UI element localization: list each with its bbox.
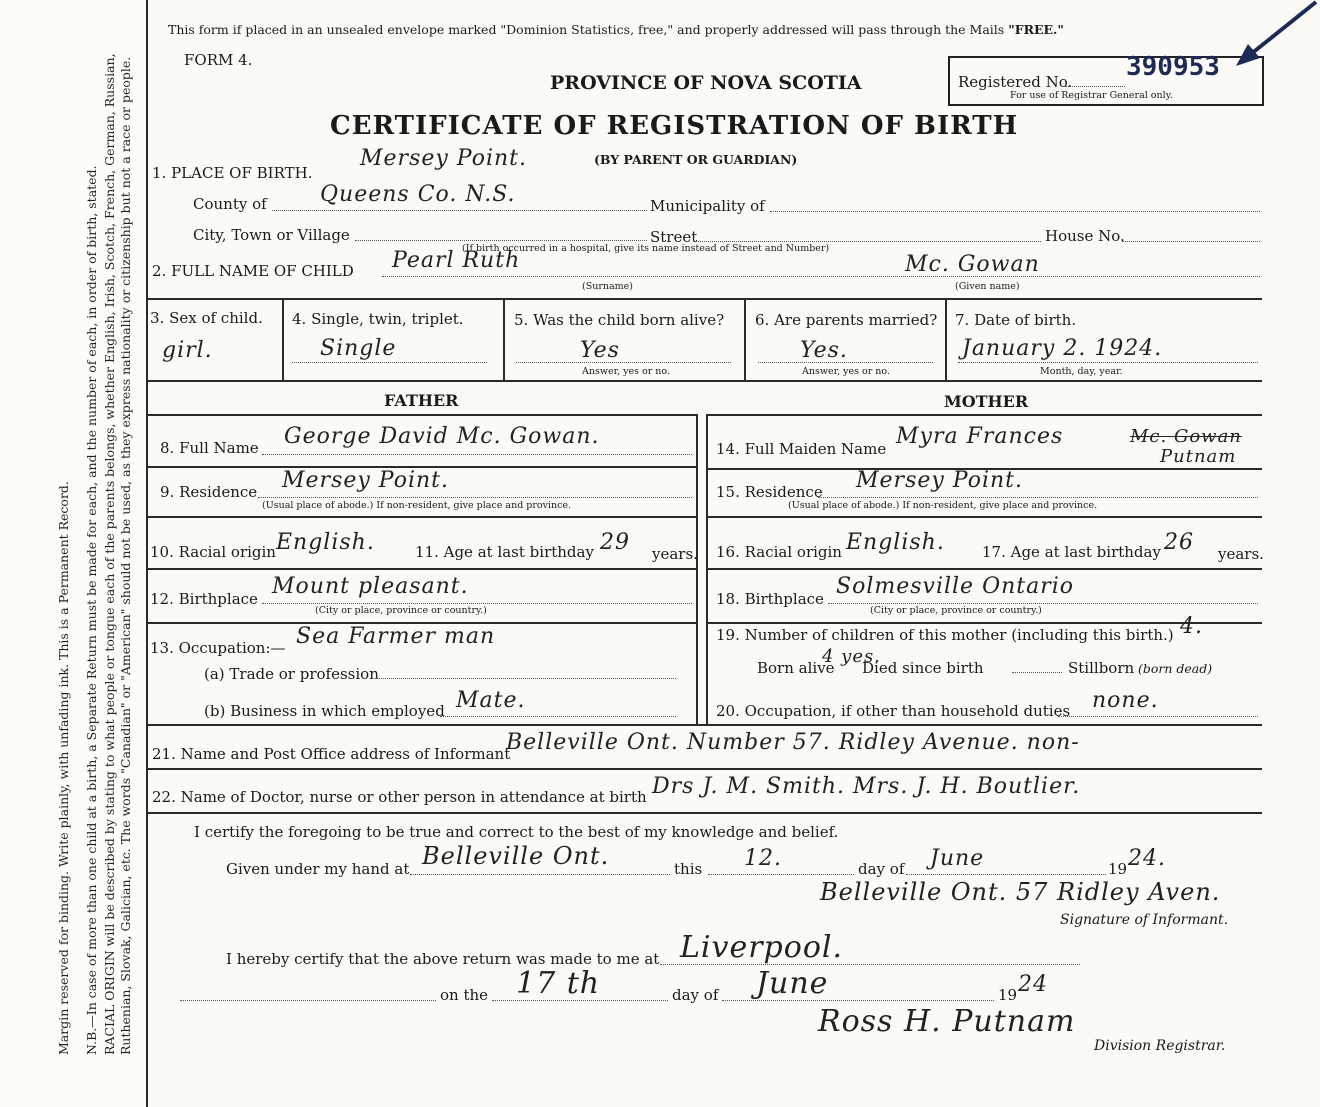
county-value: Queens Co. N.S. xyxy=(320,182,516,207)
registered-label: Registered No. xyxy=(958,73,1073,91)
business-label: (b) Business in which employed xyxy=(204,702,445,720)
municipality-dots xyxy=(770,211,1260,212)
binding-margin xyxy=(0,0,148,1107)
mother-rule-4 xyxy=(706,622,1262,624)
municipality-label: Municipality of xyxy=(650,197,765,215)
twin-dots xyxy=(292,362,487,363)
date-of-birth-value: January 2. 1924. xyxy=(962,336,1163,361)
date-caption: Month, day, year. xyxy=(1040,366,1123,377)
twin-label: 4. Single, twin, triplet. xyxy=(292,310,464,328)
given-name-caption: (Given name) xyxy=(955,281,1020,292)
house-number-label: House No. xyxy=(1045,227,1125,245)
registrar-day-of-label: day of xyxy=(672,986,719,1004)
registrar-year-prefix: 19 xyxy=(998,986,1018,1004)
doctor-rule xyxy=(146,812,1262,814)
given-place-dots xyxy=(410,874,670,875)
mother-age-label: 17. Age at last birthday xyxy=(982,543,1161,561)
mother-heading: MOTHER xyxy=(944,392,1029,411)
this-label: this xyxy=(674,860,703,878)
parents-married-answer: Yes. xyxy=(800,338,848,363)
mother-age-value: 26 xyxy=(1164,530,1194,555)
informant-label: 21. Name and Post Office address of Informant xyxy=(152,745,511,763)
father-residence-label: 9. Residence xyxy=(160,483,258,501)
sex-label: 3. Sex of child. xyxy=(150,309,263,327)
doctor-value: Drs J. M. Smith. Mrs. J. H. Boutlier. xyxy=(652,774,1081,799)
certify-day-value: 12. xyxy=(744,846,782,871)
row3-bottom-rule xyxy=(146,380,1262,382)
row3-top-rule xyxy=(146,298,1262,300)
twin-value: Single xyxy=(320,336,397,361)
city-dots xyxy=(355,240,647,241)
married-caption: Answer, yes or no. xyxy=(802,366,891,377)
alive-caption: Answer, yes or no. xyxy=(582,366,671,377)
father-residence-dots xyxy=(258,497,692,498)
mother-racial-value: English. xyxy=(846,530,945,555)
mother-years-label: years. xyxy=(1218,545,1264,563)
born-alive-value: 4 yes. xyxy=(822,646,881,667)
arrow-icon xyxy=(1228,0,1320,72)
month-dots xyxy=(906,874,1106,875)
child-name-dots xyxy=(382,276,1260,277)
stillborn-note: (born dead) xyxy=(1138,661,1213,676)
day-of-label: day of xyxy=(858,860,905,878)
parents-bottom-rule xyxy=(146,724,1262,726)
children-count-value: 4. xyxy=(1180,614,1203,639)
business-value: Mate. xyxy=(456,688,526,713)
registrar-month-value: June xyxy=(756,966,829,1001)
informant-value: Belleville Ont. Number 57. Ridley Avenue. non- xyxy=(506,730,1080,755)
registrar-lead-dots xyxy=(180,1000,436,1001)
trade-dots xyxy=(376,678,676,679)
given-place-value: Belleville Ont. xyxy=(422,842,610,870)
place-of-birth-value: Mersey Point. xyxy=(360,146,527,171)
children-count-label: 19. Number of children of this mother (including this birth.) xyxy=(716,626,1174,644)
father-birthplace-label: 12. Birthplace xyxy=(150,590,258,608)
mother-residence-dots xyxy=(818,497,1258,498)
row3-divider-1 xyxy=(282,298,284,380)
mother-rule-3 xyxy=(706,568,1262,570)
informant-signature-caption: Signature of Informant. xyxy=(1060,912,1229,928)
father-age-label: 11. Age at last birthday xyxy=(415,543,594,561)
registered-dots xyxy=(1065,86,1125,87)
mother-abode-caption: (Usual place of abode.) If non-resident, give place and province. xyxy=(788,500,1098,511)
mother-birthplace-value: Solmesville Ontario xyxy=(836,574,1075,599)
margin-instruction-racial-origin: RACIAL ORIGIN will be described by stating to what people or tongue each of the parents belongs, whether English, Irish, Scotch, French, German, Russian, xyxy=(102,53,117,1055)
mother-name-value: Myra Frances xyxy=(896,424,1064,449)
alive-dots xyxy=(516,362,731,363)
certify-month-value: June xyxy=(930,846,985,871)
by-parent-note: (BY PARENT OR GUARDIAN) xyxy=(594,152,798,167)
surname-caption: (Surname) xyxy=(582,281,633,292)
born-alive-answer: Yes xyxy=(580,338,620,363)
registrar-signature: Ross H. Putnam xyxy=(818,1004,1076,1039)
mother-city-caption: (City or place, province or country.) xyxy=(870,605,1042,616)
county-dots xyxy=(272,210,647,211)
parents-married-question: 6. Are parents married? xyxy=(755,311,938,329)
father-birthplace-dots xyxy=(262,603,692,604)
date-of-birth-label: 7. Date of birth. xyxy=(955,311,1077,329)
margin-instruction-multiple-births: N.B.—In case of more than one child at a birth, a Separate Return must be made for each, and the number of each, in order of birth, stated. xyxy=(84,165,99,1055)
mother-occupation-label: 20. Occupation, if other than household duties xyxy=(716,702,1071,720)
sex-value: girl. xyxy=(162,338,213,363)
row3-divider-4 xyxy=(945,298,947,380)
division-registrar-caption: Division Registrar. xyxy=(1094,1038,1226,1054)
form-number: FORM 4. xyxy=(184,51,253,69)
child-name-label: 2. FULL NAME OF CHILD xyxy=(152,262,354,280)
registrar-year-value: 24 xyxy=(1018,972,1048,997)
on-the-label: on the xyxy=(440,986,489,1004)
mother-racial-label: 16. Racial origin xyxy=(716,543,842,561)
certify-year-value: 24. xyxy=(1128,846,1166,871)
year-prefix: 19 xyxy=(1108,860,1128,878)
father-age-value: 29 xyxy=(600,530,630,555)
father-right-rule xyxy=(696,414,698,724)
died-dots xyxy=(1012,672,1062,673)
father-name-value: George David Mc. Gowan. xyxy=(284,424,600,449)
father-top-rule xyxy=(146,414,696,416)
stillborn-label: Stillborn xyxy=(1068,659,1135,677)
mother-birthplace-label: 18. Birthplace xyxy=(716,590,824,608)
mother-residence-value: Mersey Point. xyxy=(856,468,1023,493)
father-name-dots xyxy=(262,454,692,455)
mother-top-rule xyxy=(706,414,1262,416)
mother-residence-label: 15. Residence xyxy=(716,483,823,501)
father-occupation-value: Sea Farmer man xyxy=(296,624,496,649)
child-given-name: Pearl Ruth xyxy=(392,248,521,273)
province-heading: PROVINCE OF NOVA SCOTIA xyxy=(550,72,862,94)
city-label: City, Town or Village xyxy=(193,226,350,244)
mother-birthplace-dots xyxy=(828,603,1258,604)
hospital-note: (If birth occurred in a hospital, give its name instead of Street and Number) xyxy=(462,243,830,254)
certify-statement: I certify the foregoing to be true and correct to the best of my knowledge and belief. xyxy=(194,823,839,841)
margin-instruction-permanent: Margin reserved for binding. Write plainly, with unfading ink. This is a Permanent Record. xyxy=(56,481,71,1055)
place-of-birth-label: 1. PLACE OF BIRTH. xyxy=(152,164,313,182)
father-name-label: 8. Full Name xyxy=(160,439,259,457)
registrar-statement: I hereby certify that the above return was made to me at xyxy=(226,950,660,968)
died-since-birth-label: Died since birth xyxy=(862,659,984,677)
mother-rule-2 xyxy=(706,516,1262,518)
margin-instruction-nationality: Ruthenian, Slovak, Galician, etc. The words "Canadian" or "American" should not be used, as they express nationality or citizenship but not a race or people. xyxy=(118,56,133,1055)
informant-signature: Belleville Ont. 57 Ridley Aven. xyxy=(820,878,1221,906)
day-dots xyxy=(708,874,854,875)
father-rule-3 xyxy=(146,568,696,570)
row3-divider-2 xyxy=(503,298,505,380)
father-occupation-label: 13. Occupation:— xyxy=(150,639,286,657)
business-dots xyxy=(440,716,676,717)
registered-number: 390953 xyxy=(1126,52,1220,82)
mother-name-struck: Mc. Gowan xyxy=(1130,426,1242,447)
father-heading: FATHER xyxy=(384,391,459,410)
trade-label: (a) Trade or profession xyxy=(204,665,379,683)
date-dots xyxy=(958,362,1258,363)
father-residence-value: Mersey Point. xyxy=(282,468,449,493)
postal-note: This form if placed in an unsealed envelope marked "Dominion Statistics, free," and properly addressed will pass through the Mails "FREE." xyxy=(168,22,1064,37)
father-racial-label: 10. Racial origin xyxy=(150,543,276,561)
mother-occupation-value: none. xyxy=(1092,688,1159,713)
father-rule-2 xyxy=(146,516,696,518)
house-dots xyxy=(1122,241,1260,242)
registrar-place-value: Liverpool. xyxy=(680,930,844,965)
child-surname: Mc. Gowan xyxy=(905,252,1040,277)
mother-name-label: 14. Full Maiden Name xyxy=(716,440,887,458)
born-alive-question: 5. Was the child born alive? xyxy=(514,311,725,329)
father-city-caption: (City or place, province or country.) xyxy=(315,605,487,616)
born-alive-label: Born alive xyxy=(757,659,835,677)
registrar-day-value: 17 th xyxy=(516,966,601,1001)
certificate-title: CERTIFICATE OF REGISTRATION OF BIRTH xyxy=(330,111,1019,141)
county-label: County of xyxy=(193,195,267,213)
mother-occupation-dots xyxy=(1058,716,1258,717)
father-years-label: years. xyxy=(652,545,698,563)
street-label: Street xyxy=(650,228,698,246)
father-racial-value: English. xyxy=(276,530,375,555)
street-dots xyxy=(696,241,1041,242)
registrar-note: For use of Registrar General only. xyxy=(1010,90,1173,101)
father-abode-caption: (Usual place of abode.) If non-resident, give place and province. xyxy=(262,500,572,511)
given-under-hand-label: Given under my hand at xyxy=(226,860,410,878)
father-birthplace-value: Mount pleasant. xyxy=(272,574,469,599)
doctor-label: 22. Name of Doctor, nurse or other person in attendance at birth xyxy=(152,788,647,806)
informant-rule xyxy=(146,768,1262,770)
row3-divider-3 xyxy=(744,298,746,380)
mother-name-correction: Putnam xyxy=(1160,446,1237,467)
